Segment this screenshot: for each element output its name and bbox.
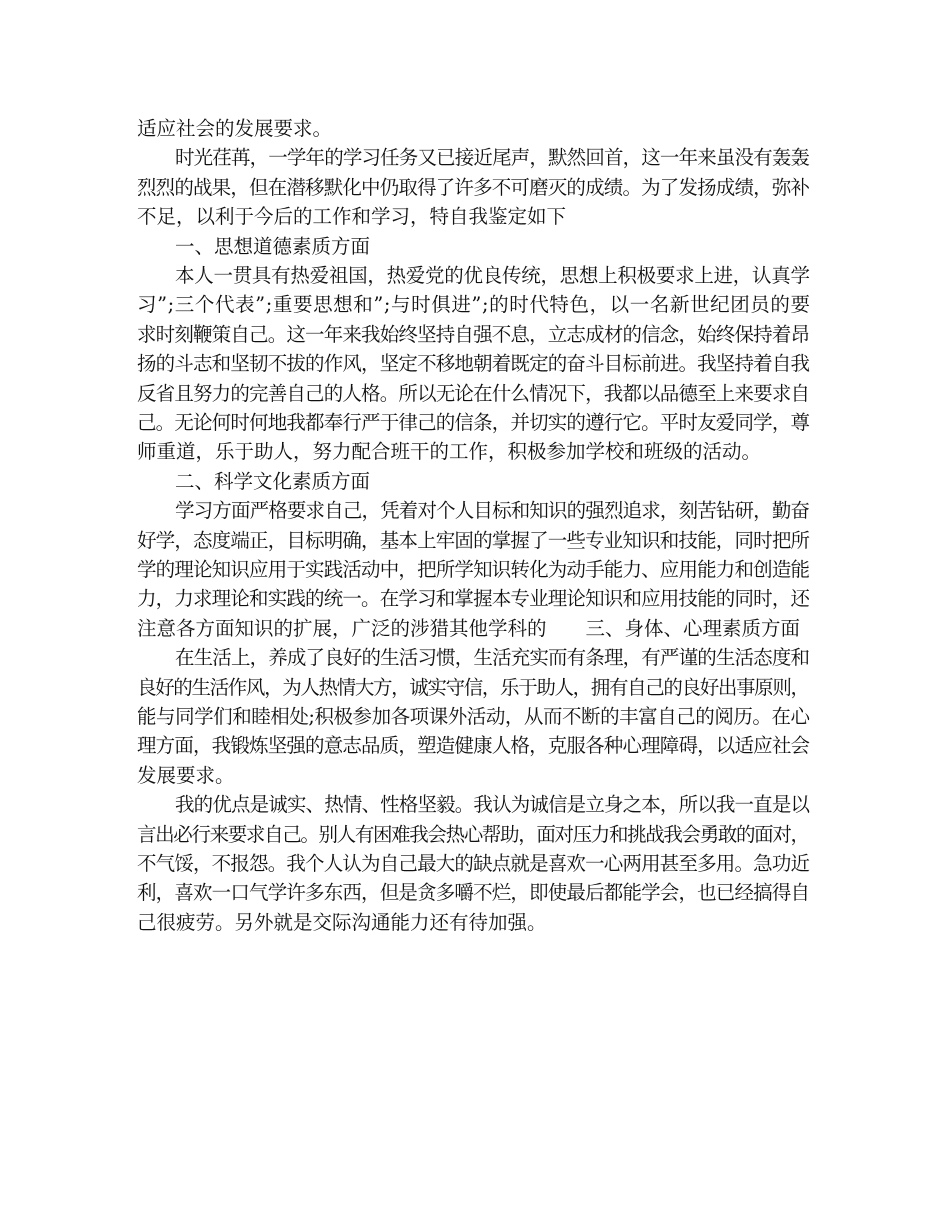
text-line: 能与同学们和睦相处;积极参加各项课外活动，从而不断的丰富自己的阅历。在心 bbox=[137, 705, 810, 728]
text-line: 反省且努力的完善自己的人格。所以无论在什么情况下，我都以品德至上来要求自 bbox=[137, 381, 810, 405]
text-line: 在生活上，养成了良好的生活习惯，生活充实而有条理，有严谨的生活态度和 bbox=[175, 646, 810, 670]
text-line: 言出必行来要求自己。别人有困难我会热心帮助，面对压力和挑战我会勇敢的面对， bbox=[137, 822, 809, 846]
text-line: 习”;三个代表”;重要思想和”;与时俱进”;的时代特色，以一名新世纪团员的要 bbox=[137, 293, 811, 317]
text-line: 注意各方面知识的扩展，广泛的涉猎其他学科的 三、身体、心理素质方面 bbox=[137, 616, 801, 640]
text-line: 不气馁，不报怨。我个人认为自己最大的缺点就是喜欢一心两用甚至多用。急功近 bbox=[137, 852, 810, 875]
text-line: 我的优点是诚实、热情、性格坚毅。我认为诚信是立身之本，所以我一直是以 bbox=[175, 793, 810, 817]
text-line: 理方面，我锻炼坚强的意志品质，塑造健康人格，克服各种心理障碍，以适应社会 bbox=[137, 734, 810, 758]
text-line: 扬的斗志和坚韧不拔的作风，坚定不移地朝着既定的奋斗目标前进。我坚持着自我 bbox=[137, 352, 810, 376]
text-line: 发展要求。 bbox=[137, 763, 235, 787]
text-line: 求时刻鞭策自己。这一年来我始终坚持自强不息，立志成材的信念，始终保持着昂 bbox=[137, 322, 810, 346]
text-line: 利，喜欢一口气学许多东西，但是贪多嚼不烂，即使最后都能学会，也已经搞得自 bbox=[137, 881, 810, 905]
text-line: 己。无论何时何地我都奉行严于律己的信条，并切实的遵行它。平时友爱同学，尊 bbox=[137, 411, 810, 434]
text-line: 二、科学文化素质方面 bbox=[175, 469, 371, 493]
text-line: 适应社会的发展要求。 bbox=[137, 117, 333, 140]
text-line: 时光荏苒，一学年的学习任务又已接近尾声，默然回首，这一年来虽没有轰轰 bbox=[175, 146, 810, 170]
text-line: 良好的生活作风，为人热情大方，诚实守信，乐于助人，拥有自己的良好出事原则， bbox=[137, 675, 809, 699]
text-line: 己很疲劳。另外就是交际沟通能力还有待加强。 bbox=[137, 910, 547, 934]
text-line: 烈烈的战果，但在潜移默化中仍取得了许多不可磨灭的成绩。为了发扬成绩，弥补 bbox=[137, 175, 810, 199]
text-line: 学的理论知识应用于实践活动中，把所学知识转化为动手能力、应用能力和创造能 bbox=[137, 558, 810, 581]
text-line: 一、思想道德素质方面 bbox=[175, 234, 371, 258]
text-line: 好学，态度端正，目标明确，基本上牢固的掌握了一些专业知识和技能，同时把所 bbox=[137, 528, 810, 552]
text-line: 师重道，乐于助人，努力配合班干的工作，积极参加学校和班级的活动。 bbox=[137, 440, 762, 464]
text-line: 本人一贯具有热爱祖国，热爱党的优良传统，思想上积极要求上进，认真学 bbox=[175, 264, 810, 287]
text-line: 不足，以利于今后的工作和学习，特自我鉴定如下 bbox=[137, 205, 567, 229]
text-line: 力，力求理论和实践的统一。在学习和掌握本专业理论知识和应用技能的同时，还 bbox=[137, 587, 810, 611]
text-line: 学习方面严格要求自己，凭着对个人目标和知识的强烈追求，刻苦钻研，勤奋 bbox=[175, 499, 810, 523]
